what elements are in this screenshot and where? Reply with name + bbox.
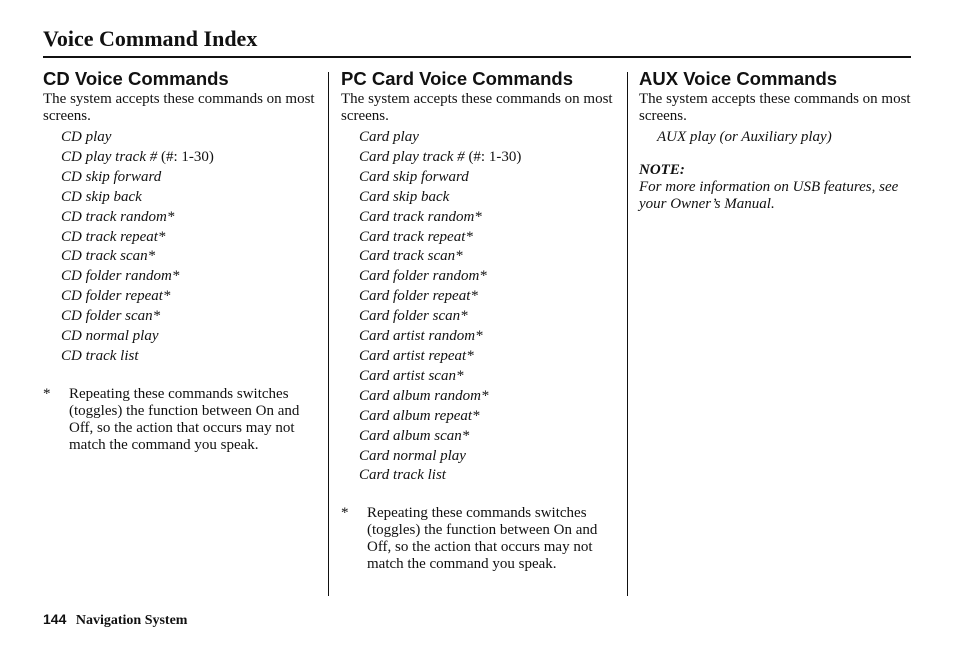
command-text: Card track random*	[359, 208, 482, 225]
command-item	[359, 407, 613, 427]
command-text: Card album scan*	[359, 427, 470, 444]
command-text: CD normal play	[61, 328, 159, 345]
section-heading: CD Voice Commands	[43, 68, 229, 89]
command-item	[61, 188, 315, 208]
aux-voice-commands-section	[639, 66, 911, 213]
note-label: NOTE:	[639, 161, 685, 178]
column-divider	[328, 72, 329, 596]
cd-voice-commands-section	[43, 66, 315, 454]
command-text: CD track random*	[61, 208, 175, 225]
command-text: AUX play (or Auxiliary play)	[657, 129, 832, 145]
section-heading: AUX Voice Commands	[639, 68, 838, 89]
command-text: CD track scan*	[61, 248, 156, 265]
command-text: Card album random*	[359, 387, 489, 404]
command-item	[359, 287, 613, 307]
command-range: (#: 1-30)	[157, 148, 214, 165]
command-text: Card play	[359, 129, 419, 145]
command-text: Card track list	[359, 467, 446, 484]
command-text: CD track list	[61, 347, 139, 364]
command-text: Card artist repeat*	[359, 347, 474, 364]
title-rule	[43, 56, 911, 58]
command-item	[359, 267, 613, 287]
command-item	[61, 247, 315, 267]
command-item	[61, 148, 315, 168]
command-text: Card skip forward	[359, 168, 469, 185]
command-range: (#: 1-30)	[464, 148, 522, 165]
command-item	[359, 168, 613, 188]
command-list	[341, 128, 613, 486]
command-item	[61, 267, 315, 287]
page-footer	[43, 610, 187, 630]
command-item	[359, 188, 613, 208]
footnote-text: Repeating these commands switches (toggles) the function between On and Off, so the action that occurs may not match the command you speak.	[367, 505, 598, 573]
command-text: Card folder repeat*	[359, 288, 478, 305]
command-item	[359, 367, 613, 387]
command-text: CD play track #	[61, 148, 158, 165]
section-heading: PC Card Voice Commands	[341, 68, 573, 89]
command-item	[359, 427, 613, 447]
command-item	[359, 148, 613, 168]
command-text: Card artist random*	[359, 328, 483, 345]
command-text: Card play track #	[359, 148, 465, 165]
page-title: Voice Command Index	[43, 26, 258, 51]
command-item	[359, 327, 613, 347]
command-item	[61, 307, 315, 327]
command-item	[359, 307, 613, 327]
command-text: CD skip back	[61, 188, 142, 205]
command-item	[359, 228, 613, 248]
command-text: Card skip back	[359, 188, 450, 205]
section-intro: The system accepts these commands on most screens.	[639, 91, 911, 124]
command-item	[359, 447, 613, 467]
command-list	[639, 128, 911, 148]
page-number: 144	[43, 611, 67, 627]
section-intro: The system accepts these commands on most screens.	[43, 91, 315, 124]
footnote-text: Repeating these commands switches (toggles) the function between On and Off, so the action that occurs may not match the command you speak.	[69, 385, 300, 453]
column-divider	[627, 72, 628, 596]
command-item	[657, 128, 911, 148]
command-text: CD folder repeat*	[61, 288, 171, 305]
command-text: Card folder scan*	[359, 308, 468, 325]
command-item	[359, 466, 613, 486]
footnote	[43, 386, 315, 454]
footer-section-label: Navigation System	[75, 613, 188, 628]
command-text: CD skip forward	[61, 168, 162, 185]
command-item	[61, 208, 315, 228]
command-item	[359, 347, 613, 367]
command-text: CD folder random*	[61, 268, 180, 285]
command-text: Card folder random*	[359, 268, 487, 285]
footnote	[341, 505, 613, 573]
command-text: CD play	[61, 129, 112, 145]
command-item	[359, 247, 613, 267]
footnote-mark: *	[341, 505, 349, 522]
section-intro: The system accepts these commands on most screens.	[341, 91, 613, 124]
command-list	[43, 128, 315, 367]
command-text: Card track scan*	[359, 248, 463, 265]
note-text: For more information on USB features, see your Owner’s Manual.	[639, 178, 899, 212]
command-text: Card normal play	[359, 447, 466, 464]
command-item	[61, 128, 315, 148]
command-item	[61, 347, 315, 367]
command-item	[359, 208, 613, 228]
command-item	[61, 168, 315, 188]
footnote-mark: *	[43, 385, 51, 402]
pc-card-voice-commands-section	[341, 66, 613, 573]
command-item	[359, 387, 613, 407]
command-text: Card artist scan*	[359, 367, 464, 384]
command-item	[61, 228, 315, 248]
command-text: Card track repeat*	[359, 228, 473, 245]
command-text: Card album repeat*	[359, 407, 480, 424]
command-text: CD track repeat*	[61, 228, 166, 245]
command-item	[61, 327, 315, 347]
command-item	[61, 287, 315, 307]
command-text: CD folder scan*	[61, 308, 161, 325]
command-item	[359, 128, 613, 148]
